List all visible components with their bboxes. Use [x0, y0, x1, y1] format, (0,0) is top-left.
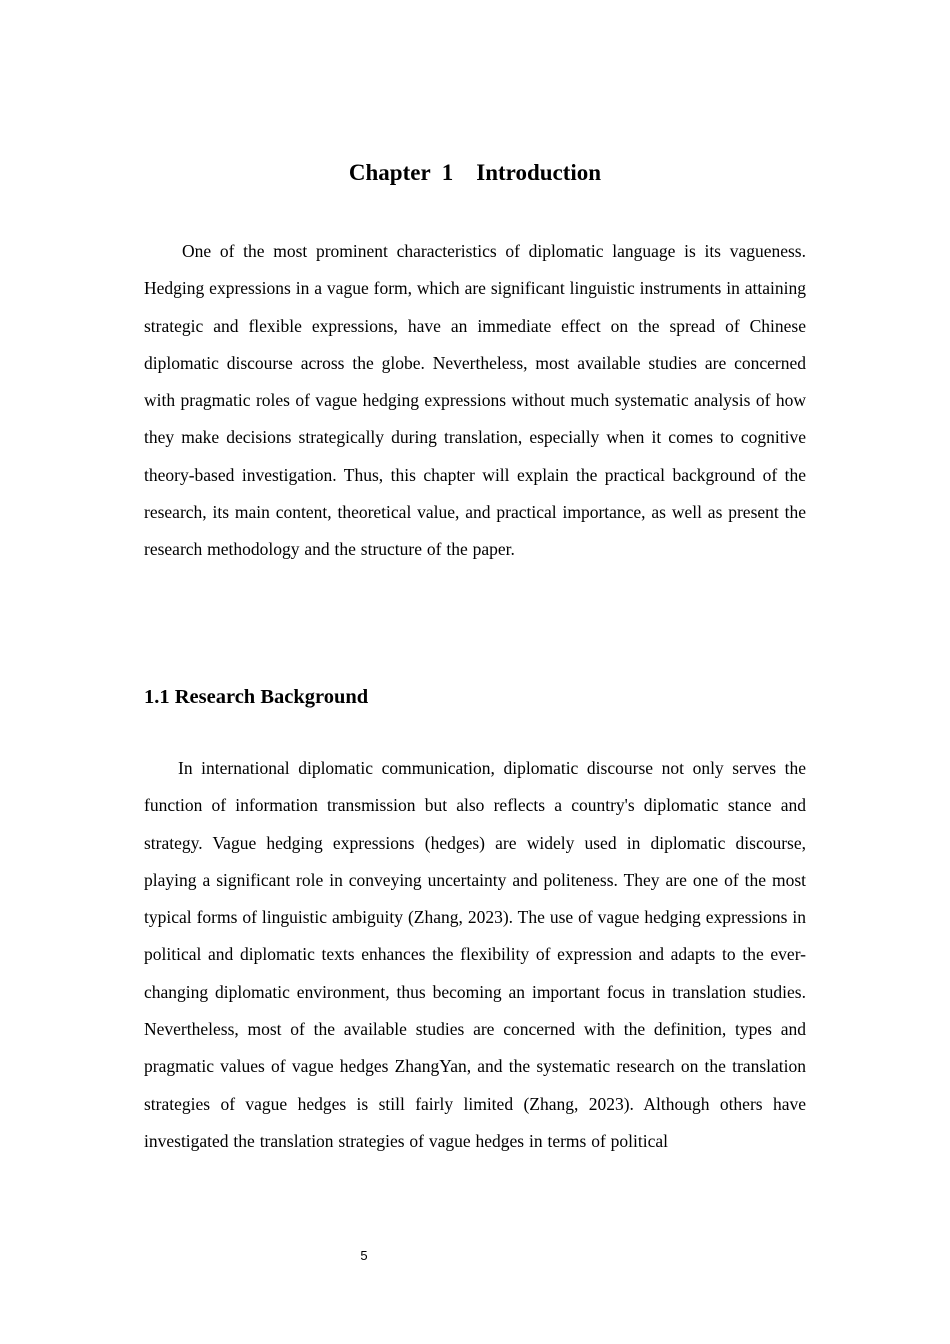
- page-number: 5: [360, 1248, 368, 1263]
- research-background-paragraph: In international diplomatic communication, diplomatic discourse not only serves the function of information transmission but also reflects a country's diplomatic stance and strategy. Vague hedging expressions (hedges) are widely used in diplomatic discourse, playing a significant role in conveying uncertainty and politeness. They are one of the most typical forms of linguistic ambiguity (Zhang, 2023). The use of vague hedging expressions in political and diplomatic texts enhances the flexibility of expression and adapts to the ever-changing diplomatic environment, thus becoming an important focus in translation studies. Nevertheless, most of the available studies are concerned with the definition, types and pragmatic values of vague hedges ZhangYan, and the systematic research on the translation strategies of vague hedges is still fairly limited (Zhang, 2023). Although others have investigated the translation strategies of vague hedges in terms of political: [144, 758, 806, 1151]
- chapter-title: Chapter 1 Introduction: [348, 160, 602, 185]
- intro-paragraph: One of the most prominent characteristics of diplomatic language is its vagueness. Hedging expressions in a vague form, which are significant linguistic instruments in attaining strategic and flexible expressions, have an immediate effect on the spread of Chinese diplomatic discourse across the globe. Nevertheless, most available studies are concerned with pragmatic roles of vague hedging expressions without much systematic analysis of how they make decisions strategically during translation, especially when it comes to cognitive theory-based investigation. Thus, this chapter will explain the practical background of the research, its main content, theoretical value, and practical importance, as well as present the research methodology and the structure of the paper.: [144, 241, 806, 560]
- section-heading: 1.1 Research Background: [144, 686, 369, 708]
